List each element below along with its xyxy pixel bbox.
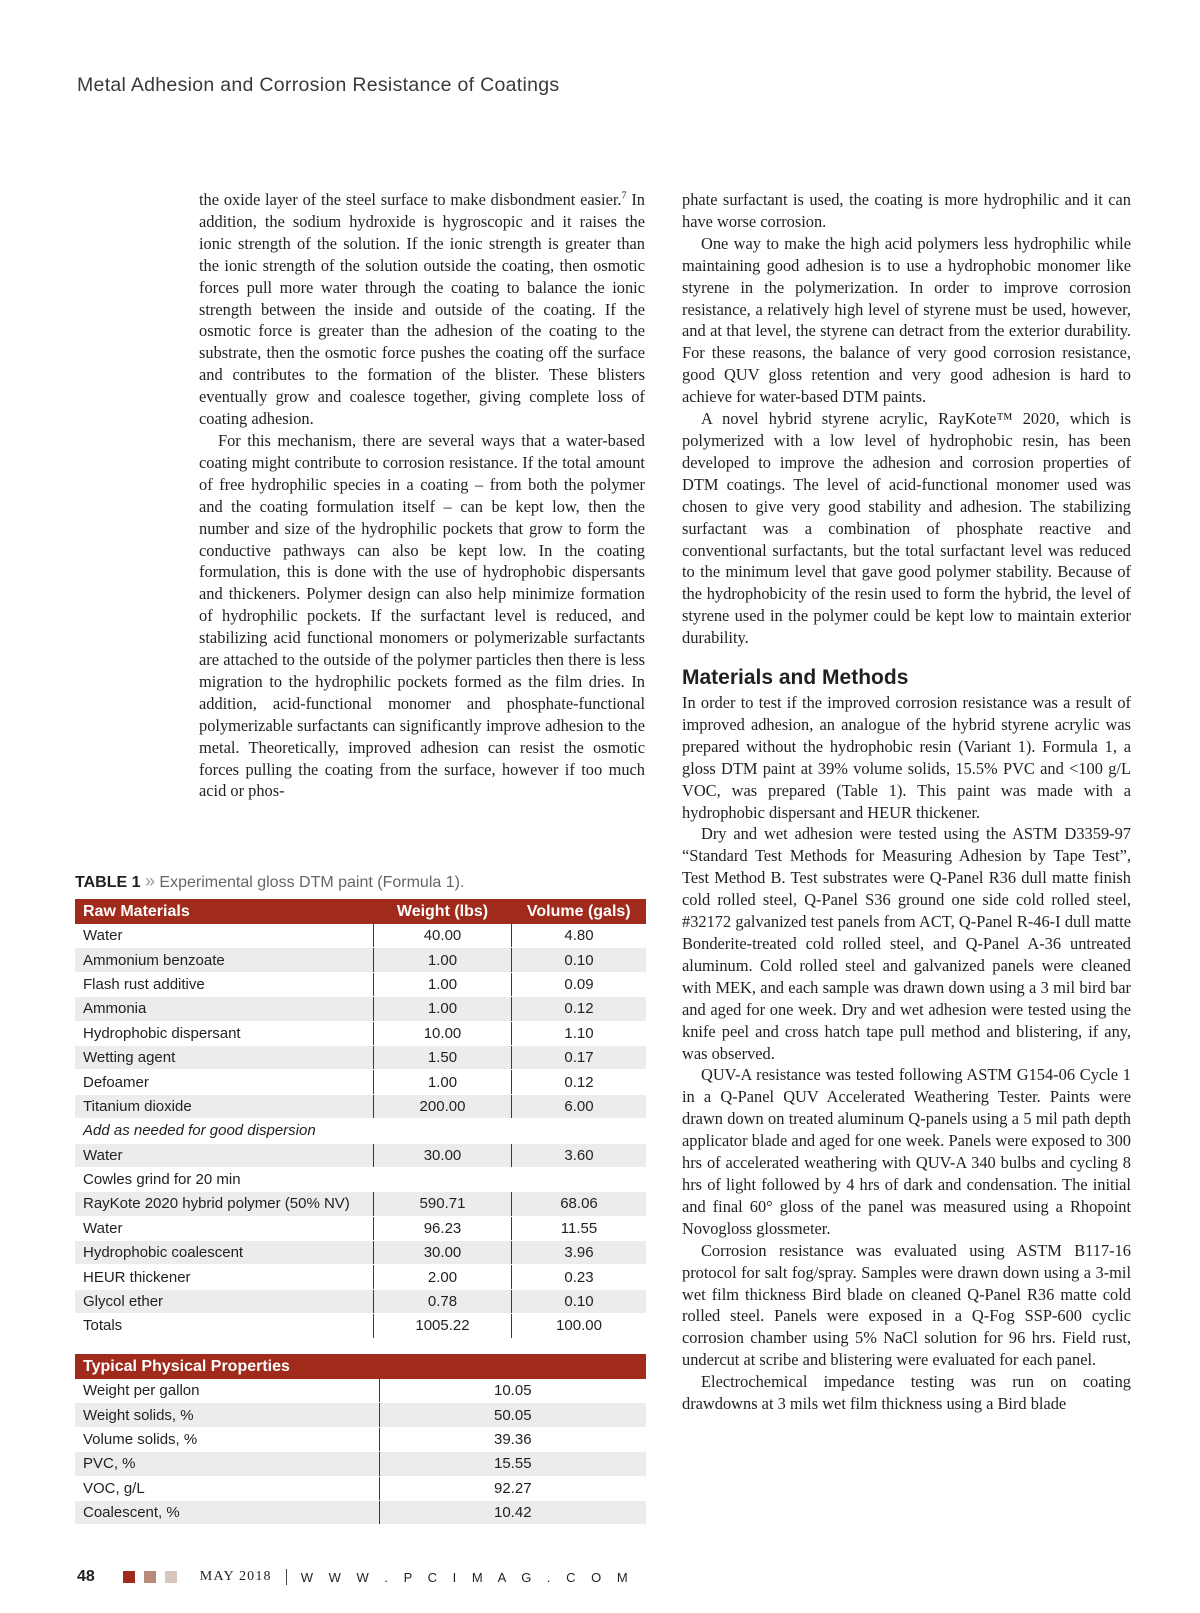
material-name-cell: Glycol ether [75, 1289, 374, 1313]
table-row [75, 1045, 646, 1069]
paragraph: QUV-A resistance was tested following ASTM G154-06 Cycle 1 in a Q-Panel QUV Accelerated Weathering Tester. Paints were drawn down on treated aluminum Q-panels using a 5 mil path depth applicator blade and aged for one week. Panels were exposed to 300 hrs of accelerated weathering with QUV-A 340 bulbs and cycling 8 hrs of light followed by 4 hrs of dark and condensation. The initial and final 60° gloss of the panel was measured using a Rhopoint Novogloss glossmeter. [682, 1065, 1131, 1238]
column-header: Volume (gals) [512, 899, 647, 924]
property-value-cell: 10.05 [379, 1379, 646, 1403]
footnote-ref[interactable]: 7 [621, 190, 627, 202]
material-name-cell: HEUR thickener [75, 1265, 374, 1289]
table-row [75, 1143, 646, 1167]
article-column-right [682, 189, 1131, 1415]
weight-cell: 2.00 [374, 1265, 512, 1289]
volume-cell [512, 1167, 647, 1191]
paragraph: Electrochemical impedance testing was run on coating drawdowns at 3 mils wet film thickness using a Bird blade [682, 1372, 1131, 1414]
material-name-cell: Add as needed for good dispersion [75, 1119, 374, 1143]
section-heading: Materials and Methods [682, 666, 909, 690]
weight-cell: 200.00 [374, 1094, 512, 1118]
decor-square [165, 1571, 177, 1583]
property-value-cell: 39.36 [379, 1427, 646, 1451]
material-name-cell: Totals [75, 1314, 374, 1338]
page-number: 48 [77, 1568, 95, 1585]
table-row [75, 1167, 646, 1191]
material-name-cell: Ammonium benzoate [75, 948, 374, 972]
property-value-cell: 92.27 [379, 1476, 646, 1500]
volume-cell: 6.00 [512, 1094, 647, 1118]
paragraph: One way to make the high acid polymers less hydrophilic while maintaining good adhesion is to use a hydrophobic monomer like styrene in the polymerization. In order to improve corrosion resistance, a relatively high level of styrene must be used, however, and at that level, the styrene can detract from the exterior durability. For these reasons, the balance of very good corrosion resistance, good QUV gloss retention and very good adhesion is hard to achieve for water-based DTM paints. [682, 233, 1131, 407]
divider [286, 1569, 287, 1585]
volume-cell: 11.55 [512, 1216, 647, 1240]
paragraph: the oxide layer of the steel surface to make disbondment easier.$^7$ In addition, the sodium hydroxide is hygroscopic and it raises the ionic strength of the solution. If the ionic strength is greater than the ionic strength of the solution outside the coating, then osmotic forces pull more water through the coating to balance the ionic strength between the inside and outside of the coating. If the osmotic force is greater than the adhesion of the coating to the substrate, then the osmotic force pushes the coating off the surface and contributes to the formation of the blister. These blisters eventually grow and coalesce together, giving complete loss of coating adhesion. [199, 190, 645, 429]
column-header: Typical Physical Properties [75, 1354, 646, 1379]
weight-cell [374, 1119, 512, 1143]
weight-cell: 96.23 [374, 1216, 512, 1240]
weight-cell: 1005.22 [374, 1314, 512, 1338]
decor-square [123, 1571, 135, 1583]
volume-cell: 0.10 [512, 1289, 647, 1313]
material-name-cell: Cowles grind for 20 min [75, 1167, 374, 1191]
weight-cell [374, 1167, 512, 1191]
column-header: Weight (lbs) [374, 899, 512, 924]
weight-cell: 1.00 [374, 1070, 512, 1094]
decor-square [144, 1571, 156, 1583]
property-name-cell: PVC, % [75, 1452, 379, 1476]
table-header-row [75, 1354, 646, 1379]
material-name-cell: Water [75, 1143, 374, 1167]
weight-cell: 10.00 [374, 1021, 512, 1045]
page-footer [77, 1568, 634, 1586]
table-row [75, 1216, 646, 1240]
property-name-cell: Volume solids, % [75, 1427, 379, 1451]
volume-cell: 0.09 [512, 972, 647, 996]
table-row [75, 1265, 646, 1289]
weight-cell: 30.00 [374, 1241, 512, 1265]
materials-table [75, 899, 646, 1339]
paragraph: In order to test if the improved corrosion resistance was a result of improved adhesion, an analogue of the hybrid styrene acrylic was prepared without the hydrophobic resin (Variant 1). Formula 1, a gloss DTM paint at 39% volume solids, 15.5% PVC and <100 g/L VOC, was prepared (Table 1). This paint was made with a hydrophobic dispersant and HEUR thickener. [682, 693, 1131, 822]
volume-cell: 0.12 [512, 1070, 647, 1094]
table-row [75, 1021, 646, 1045]
property-value-cell: 10.42 [379, 1500, 646, 1524]
property-name-cell: VOC, g/L [75, 1476, 379, 1500]
material-name-cell: RayKote 2020 hybrid polymer (50% NV) [75, 1192, 374, 1216]
material-name-cell: Hydrophobic dispersant [75, 1021, 374, 1045]
column-header: Raw Materials [75, 899, 374, 924]
issue-date: MAY 2018 [199, 1569, 272, 1584]
material-name-cell: Water [75, 1216, 374, 1240]
property-name-cell: Coalescent, % [75, 1500, 379, 1524]
table-row [75, 997, 646, 1021]
physical-properties-table [75, 1354, 646, 1525]
weight-cell: 590.71 [374, 1192, 512, 1216]
weight-cell: 40.00 [374, 924, 512, 948]
weight-cell: 30.00 [374, 1143, 512, 1167]
volume-cell: 0.10 [512, 948, 647, 972]
table-row [75, 1070, 646, 1094]
table-row [75, 1476, 646, 1500]
table-row [75, 948, 646, 972]
table-label: TABLE 1 [75, 874, 141, 891]
table-row [75, 1192, 646, 1216]
material-name-cell: Titanium dioxide [75, 1094, 374, 1118]
table-row [75, 972, 646, 996]
table-row [75, 1289, 646, 1313]
table-row [75, 924, 646, 948]
table-row [75, 1500, 646, 1524]
chevron-icon: » [144, 871, 155, 891]
paragraph: Dry and wet adhesion were tested using the ASTM D3359-97 “Standard Test Methods for Measuring Adhesion by Tape Test”, Test Method B. Test substrates were Q-Panel R36 dull matte finish cold rolled steel, Q-Panel S36 ground one side cold rolled steel, #32172 galvanized test panels from ACT, Q-Panel R-46-I dull matte Bonderite-treated cold rolled steel, and Q-Panel A-36 untreated aluminum. Cold rolled steel and galvanized panels were cleaned with MEK, and each sample was drawn down using a 3 mil bird bar and aged for one week. Dry and wet adhesion were tested using the knife peel and cross hatch tape pull method and blistering, if any, was observed. [682, 824, 1131, 1063]
weight-cell: 1.00 [374, 972, 512, 996]
volume-cell: 3.96 [512, 1241, 647, 1265]
running-title: Metal Adhesion and Corrosion Resistance of Coatings [77, 74, 560, 96]
volume-cell: 4.80 [512, 924, 647, 948]
table-row [75, 1119, 646, 1143]
table-row [75, 1427, 646, 1451]
volume-cell: 1.10 [512, 1021, 647, 1045]
property-value-cell: 15.55 [379, 1452, 646, 1476]
property-name-cell: Weight per gallon [75, 1379, 379, 1403]
volume-cell: 100.00 [512, 1314, 647, 1338]
paragraph: Corrosion resistance was evaluated using ASTM B117-16 protocol for salt fog/spray. Samples were drawn down using a 3-mil wet film thickness Bird blade on cleaned Q-Panel R36 matte cold rolled steel. Panels were exposed in a Q-Fog SSP-600 cyclic corrosion chamber using 5% NaCl solution for 96 hrs. Field rust, undercut at scribe and blistering were evaluated for each panel. [682, 1240, 1131, 1370]
material-name-cell: Hydrophobic coalescent [75, 1241, 374, 1265]
weight-cell: 0.78 [374, 1289, 512, 1313]
property-value-cell: 50.05 [379, 1403, 646, 1427]
volume-cell: 0.17 [512, 1045, 647, 1069]
volume-cell: 0.12 [512, 997, 647, 1021]
weight-cell: 1.00 [374, 948, 512, 972]
weight-cell: 1.50 [374, 1045, 512, 1069]
volume-cell: 0.23 [512, 1265, 647, 1289]
table-row [75, 1241, 646, 1265]
article-column-left [199, 189, 645, 802]
property-name-cell: Weight solids, % [75, 1403, 379, 1427]
table-row [75, 1379, 646, 1403]
volume-cell: 3.60 [512, 1143, 647, 1167]
table-row [75, 1403, 646, 1427]
paragraph: For this mechanism, there are several ways that a water-based coating might contribute to corrosion resistance. If the total amount of free hydrophilic species in a coating – from both the polymer and the coating formulation itself – can be kept low, then the number and size of the hydrophilic pockets that grow to form the conductive pathways can also be kept low. In the coating formulation, this is done with the use of hydrophobic dispersants and thickeners. Polymer design can also help minimize formation of hydrophilic pockets. If the surfactant level is reduced, and stabilizing acid functional monomers or polymerizable surfactants are attached to the outside of the polymer particles then there is less migration to the hydrophilic pockets formed as the film dries. In addition, acid-functional monomer and phosphate-functional polymerizable surfactants can significantly improve adhesion to the metal. Theoretically, improved adhesion can resist the osmotic forces pulling the coating from the surface, however if too much acid or phos- [199, 430, 645, 801]
table-row [75, 1314, 646, 1338]
material-name-cell: Wetting agent [75, 1045, 374, 1069]
paragraph: phate surfactant is used, the coating is more hydrophilic and it can have worse corrosion. [682, 190, 1131, 231]
weight-cell: 1.00 [374, 997, 512, 1021]
table-row [75, 1452, 646, 1476]
table-row [75, 1094, 646, 1118]
paragraph: A novel hybrid styrene acrylic, RayKote™ 2020, which is polymerized with a low level of hydrophobic resin, has been developed to improve the adhesion and corrosion properties of DTM coatings. The level of acid-functional monomer used was chosen to give very good stability and adhesion. The stabilizing surfactant was a combination of phosphate reactive and conventional surfactants, but the total surfactant level was reduced to the minimum level that gave good polymer stability. Because of the hydrophobicity of the resin used to form the hybrid, the level of styrene used in the polymer could be kept low to maintain exterior durability. [682, 409, 1131, 648]
material-name-cell: Ammonia [75, 997, 374, 1021]
website-link[interactable]: W W W . P C I M A G . C O M [300, 1569, 634, 1585]
material-name-cell: Defoamer [75, 1070, 374, 1094]
volume-cell [512, 1119, 647, 1143]
table-caption [75, 871, 464, 892]
material-name-cell: Flash rust additive [75, 972, 374, 996]
volume-cell: 68.06 [512, 1192, 647, 1216]
table-caption-text: Experimental gloss DTM paint (Formula 1). [159, 874, 465, 891]
material-name-cell: Water [75, 924, 374, 948]
table-header-row [75, 899, 646, 924]
